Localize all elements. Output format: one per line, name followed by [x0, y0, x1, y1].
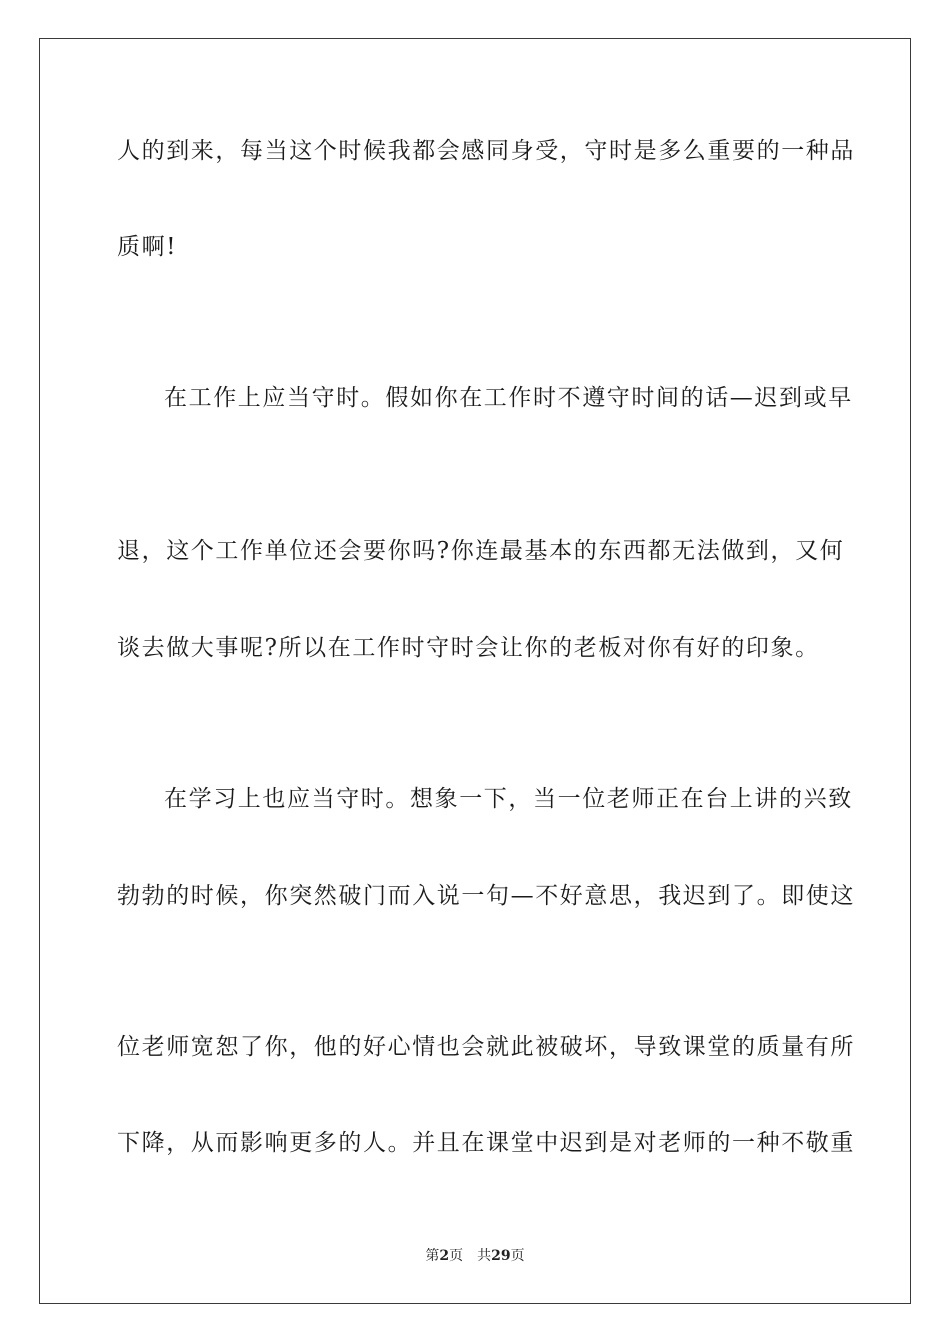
total-prefix: 共 — [477, 1248, 492, 1264]
page-suffix: 页 — [449, 1248, 464, 1264]
paragraph-first-line: 在学习上也应当守时。想象一下，当一位老师正在台上讲的兴致 — [164, 786, 853, 812]
text-line-9: 下降，从而影响更多的人。并且在课堂中迟到是对老师的一种不敬重 — [117, 1130, 855, 1156]
page-footer — [0, 1246, 950, 1266]
text-line-7: 勃勃的时候，你突然破门而入说一句—不好意思，我迟到了。即使这 — [117, 883, 855, 909]
text-line-2: 质啊! — [117, 234, 178, 260]
paragraph-first-line: 在工作上应当守时。假如你在工作时不遵守时间的话—迟到或早 — [164, 385, 853, 411]
total-suffix: 页 — [510, 1248, 525, 1264]
text-line-4: 退，这个工作单位还会要你吗?你连最基本的东西都无法做到，又何 — [117, 538, 845, 564]
current-page-number: 2 — [439, 1248, 450, 1264]
text-line-8: 位老师宽恕了你，他的好心情也会就此被破坏，导致课堂的质量有所 — [117, 1034, 855, 1060]
text-line-5: 谈去做大事呢?所以在工作时守时会让你的老板对你有好的印象。 — [117, 635, 820, 661]
page-prefix: 第 — [425, 1248, 440, 1264]
total-page-count: 29 — [491, 1248, 511, 1264]
text-line-1: 人的到来，每当这个时候我都会感同身受，守时是多么重要的一种品 — [117, 138, 855, 164]
